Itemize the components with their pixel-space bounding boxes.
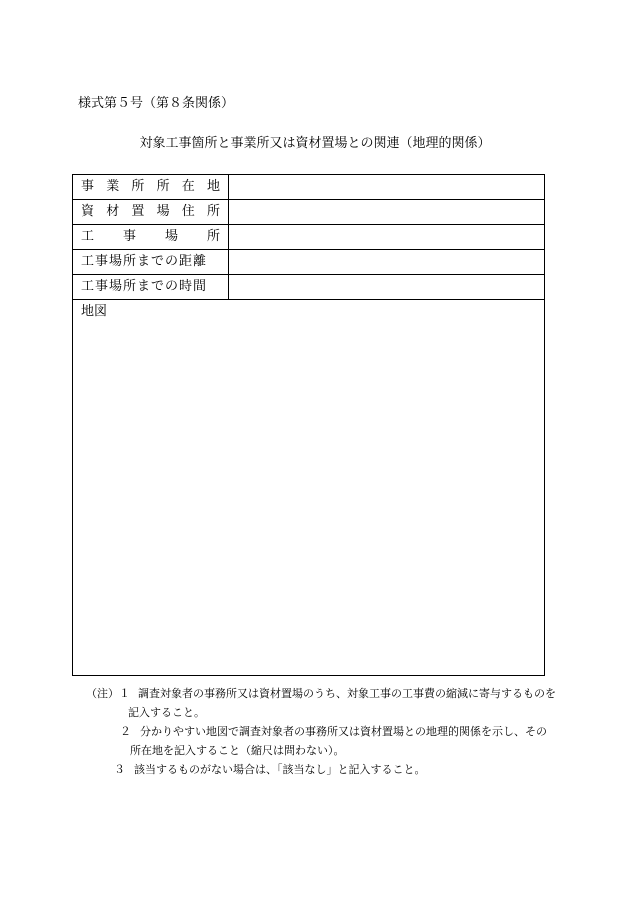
label-char: 資	[81, 204, 95, 219]
table-row	[73, 300, 545, 676]
label-char: 在	[181, 179, 195, 194]
label-char: 場	[156, 204, 170, 219]
value-time-to-site[interactable]	[229, 275, 545, 300]
note-item	[86, 684, 556, 703]
table-row	[73, 275, 545, 300]
label-char: 事	[122, 229, 136, 244]
label-char: 所	[206, 229, 220, 244]
table-row	[73, 225, 545, 250]
label-char: 所	[131, 179, 145, 194]
note-item	[86, 722, 556, 741]
note-text-continued: 記入すること。	[128, 706, 205, 719]
notes-prefix: （注）	[86, 687, 119, 700]
note-text: 分かりやすい地図で調査対象者の事務所又は資材置場との地理的関係を示し、その	[140, 725, 547, 738]
value-office-location[interactable]	[229, 175, 545, 200]
table-row	[73, 175, 545, 200]
label-char: 場	[164, 229, 178, 244]
info-table	[72, 174, 545, 676]
label-char: 事	[81, 179, 95, 194]
value-construction-site[interactable]	[229, 225, 545, 250]
label-char: 置	[131, 204, 145, 219]
map-label: 地図	[81, 304, 108, 319]
note-number: ３	[114, 763, 125, 776]
form-title: 対象工事箇所と事業所又は資材置場との関連（地理的関係）	[139, 136, 491, 151]
label-construction-site	[73, 225, 229, 250]
map-area[interactable]	[73, 300, 545, 676]
label-office-location	[73, 175, 229, 200]
label-char: 工	[81, 229, 95, 244]
label-char: 業	[106, 179, 120, 194]
label-char: 住	[181, 204, 195, 219]
note-text: 該当するものがない場合は、「該当なし」と記入すること。	[134, 763, 426, 776]
table-row	[73, 200, 545, 225]
label-char: 所	[206, 204, 220, 219]
form-number: 様式第５号（第８条関係）	[78, 96, 235, 111]
note-item	[86, 760, 556, 779]
value-distance-to-site[interactable]	[229, 250, 545, 275]
notes	[86, 684, 556, 779]
label-char: 所	[156, 179, 170, 194]
note-number: ２	[120, 725, 131, 738]
label-char: 材	[106, 204, 120, 219]
label-time-to-site: 工事場所までの時間	[73, 275, 229, 300]
note-text: 調査対象者の事務所又は資材置場のうち、対象工事の工事費の縮減に寄与するものを	[138, 687, 556, 700]
label-char: 地	[206, 179, 220, 194]
label-distance-to-site: 工事場所までの距離	[73, 250, 229, 275]
label-material-yard-address	[73, 200, 229, 225]
note-number: １	[119, 687, 130, 700]
value-material-yard-address[interactable]	[229, 200, 545, 225]
note-text-continued: 所在地を記入すること（縮尺は問わない）。	[130, 744, 345, 757]
table-row	[73, 250, 545, 275]
